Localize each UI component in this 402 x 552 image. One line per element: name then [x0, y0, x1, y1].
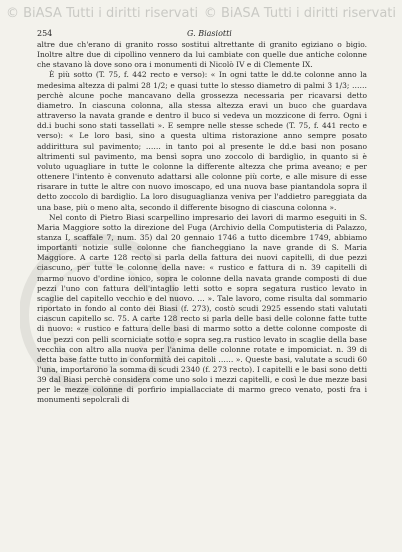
watermark-right: © BiASA Tutti i diritti riservati — [203, 5, 396, 21]
paragraph: Nel conto di Pietro Biasi scarpellino impresario dei lavori di marmo eseguiti in S. Maria Maggiore sotto la direzione del Fuga (Archivio della Computisteria di Palazzo, stanza I, scaffale 7, num. 35) dal 20 gennaio 1746 a tutto dicembre 1749, abbiamo importanti notizie sulle colonne che fiancheggiano la nave grande di S. Maria Maggiore. A carte 128 recto si parla della fattura dei nuovi capitelli, di due pezzi ciascuno, per tutte le colonne della nave: « rustico e fattura di n. 39 capitelli di marmo nuovo d'ordine ionico, sopra le colonne della navata grande composti di due pezzi l'uno con fattura dell'intaglio letti sotto e sopra segatura rustico levato in scaglie del capitello vecchio e del nuovo. … ». Tale lavoro, come risulta dal sommario riportato in fondo al conto dei Biasi (f. 273), costò scudi 2925 essendo stati valutati ciascun capitello sc. 75. A carte 128 recto si parla delle basi delle colonne fatte tutte di nuovo: « rustico e fattura delle basi di marmo sotto a dette colonne composte di due pezzi con pelli scorniciate sotto e sopra seg.ra rustico levato in scaglie della base vecchia con altro alla nuova per l'anima delle colonne rotate e impomiciat. n. 39 di detta base fatte tutto in conformità dei capitoli …… ». Queste basi, valutate a scudi 60 l'una, importarono la somma di scudi 2340 (f. 273 recto). I capitelli e le basi sono detti 39 dal Biasi perchè considera come uno solo i mezzi capitelli, e così le due mezze basi per le mezze colonne di porfirio impiallacciate di marmo greco venato, posti fra i monumenti sepolcrali di — [37, 212, 367, 405]
paragraph: altre due ch'erano di granito rosso sostitui altrettante di granito egiziano o bigio. Inoltre altre due di cipollino vennero da lui cambiate con quelle due antiche colonne che stavano là dove sono ora i monumenti di Nicolò IV e di Clemente IX. — [37, 40, 367, 70]
paragraph: È più sotto (T. 75, f. 442 recto e verso): « In ogni tatte le dd.te colonne anno la medesima altezza di palmi 28 1/2; e quasi tutte lo stesso diametro di palmi 3 1/3; …… perchè alcune poche mancavano della grossezza necessaria per ricavarsi detto diametro. In ciascuna colonna, alla stessa altezza eravi un buco che guardava attraverso la navata grande e dentro il buco si vedeva un mozzicone di ferro. Ogni i dd.i buchi sono stati tassellati ». E sempre nelle stesse schede (T. 75, f. 441 recto e verso): « Le loro basi, sino a questa ultima ristorazione anno sempre posato addirittura sul pavimento; …… in tanto poi al presente le dd.e basi non posano altrimenti sul pavimento, ma bensì sopra uno zoccolo di bardiglio, in quanto si è voluto uguagliare in tutte le colonne la differente altezza che prima aveano; e per ottenere l'intento è convenuto adattarsi alle colonne più corte, e alle misure di esse risarare in tutte le altre con nuovo imoscapo, ed una nuova base piantandola sopra il detto zoccolo di bardiglio. La loro disuguaglianza veniva per l'addietro pareggiata da una base, più o meno alta, secondo il differente bisogno di ciascuna colonna ». — [37, 70, 367, 212]
page-header — [37, 27, 367, 41]
page-body — [37, 40, 367, 406]
watermark-left: © BiASA Tutti i diritti riservati — [6, 5, 199, 21]
page-number: 254 — [37, 29, 53, 38]
watermark-banner — [0, 0, 402, 26]
running-title: G. Biasiotti — [187, 29, 232, 38]
